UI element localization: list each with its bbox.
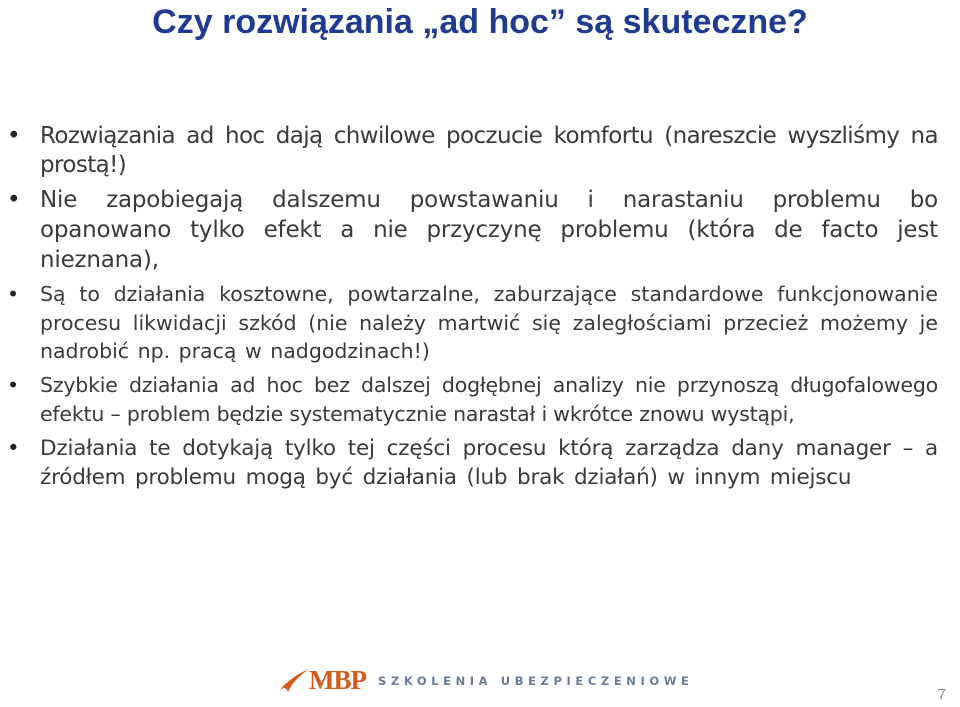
bullet-item: • Rozwiązania ad hoc dają chwilowe poczucie komfortu (nareszcie wyszliśmy na prostą!)	[40, 122, 938, 180]
bullet-item: • Są to działania kosztowne, powtarzalne, zaburzające standardowe funkcjonowanie procesu likwidacji szkód (nie należy martwić się zaległościami przecież możemy je nadrobić np. pracą w nadgodzinach!)	[40, 280, 938, 366]
bullet-item: • Szybkie działania ad hoc bez dalszej dogłębnej analizy nie przynoszą długofalowego efektu – problem będzie systematycznie narastał i wkrótce znowu wystąpi,	[40, 371, 938, 429]
logo-tagline: SZKOLENIA UBEZPIECZENIOWE	[378, 674, 694, 688]
company-logo	[277, 662, 694, 698]
logo-mark: MBP	[309, 664, 366, 695]
swoosh-icon	[277, 665, 311, 695]
bullet-list	[0, 122, 960, 496]
bullet-item: • Działania te dotykają tylko tej części procesu którą zarządza dany manager – a źródłem problemu mogą być działania (lub brak działań) w innym miejscu	[40, 434, 938, 492]
page-number: 7	[937, 686, 946, 703]
slide-title: Czy rozwiązania „ad hoc” są skuteczne?	[152, 3, 808, 41]
bullet-item: • Nie zapobiegają dalszemu powstawaniu i narastaniu problemu bo opanowano tylko efekt a nie przyczynę problemu (która de facto jest nieznana),	[40, 185, 938, 275]
